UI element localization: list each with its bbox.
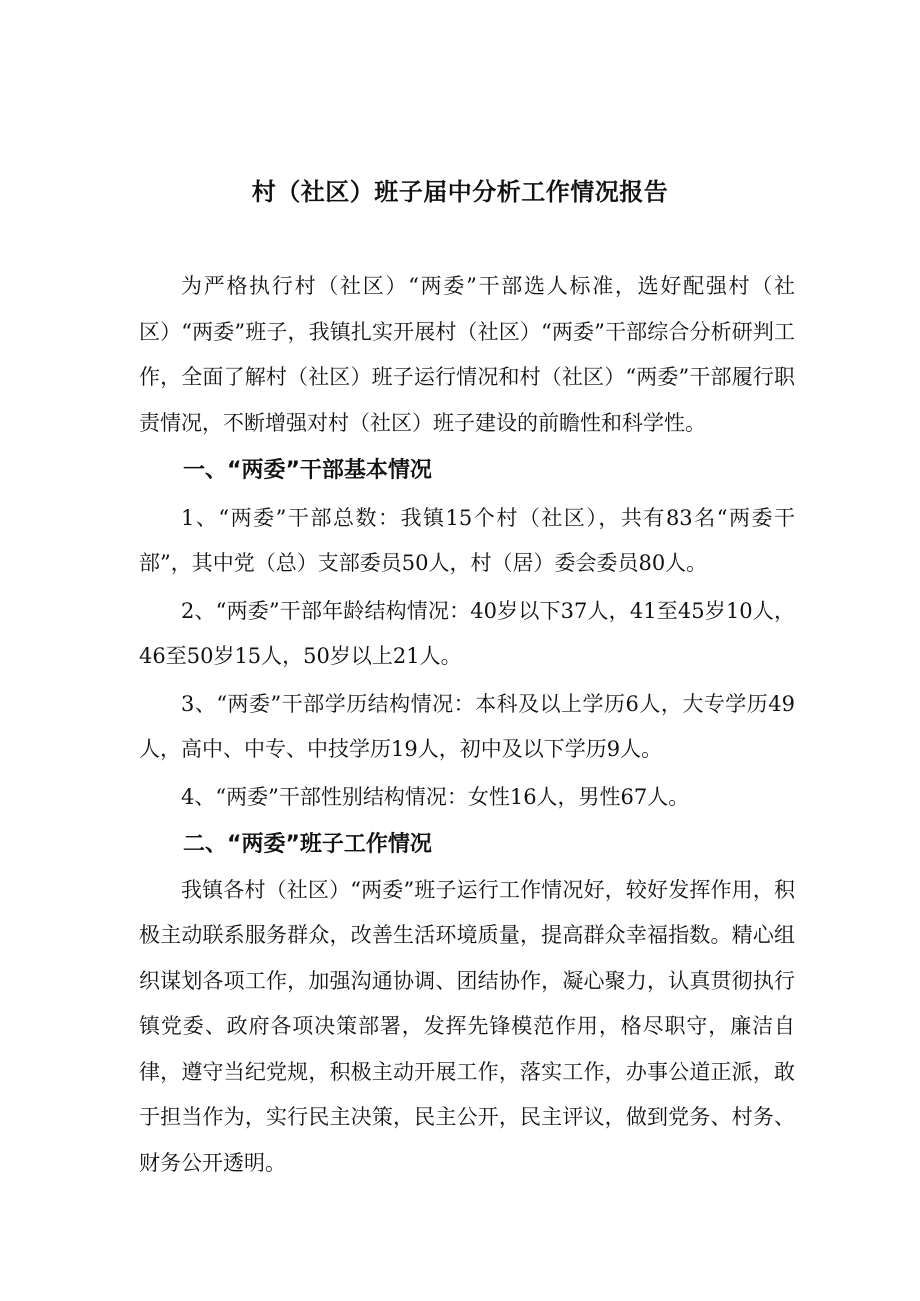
section-heading-2: 二、“两委”班子工作情况 <box>183 832 432 857</box>
list-item-age: 2、“两委”干部年龄结构情况：40岁以下37人，41至45岁10人，46至50岁15人，50岁以上21人。 <box>139 598 795 668</box>
intro-paragraph: 为严格执行村（社区）“两委”干部选人标准，选好配强村（社区）“两委”班子，我镇扎实开展村（社区）“两委”干部综合分析研判工作，全面了解村（社区）班子运行情况和村（社区）“两委”干部履行职责情况，不断增强对村（社区）班子建设的前瞻性和科学性。 <box>139 274 795 435</box>
section-2-paragraph: 我镇各村（社区）“两委”班子运行工作情况好，较好发挥作用，积极主动联系服务群众，改善生活环境质量，提高群众幸福指数。精心组织谋划各项工作，加强沟通协调、团结协作，凝心聚力，认真贯彻执行镇党委、政府各项决策部署，发挥先锋模范作用，格尽职守，廉洁自律，遵守当纪党规，积极主动开展工作，落实工作，办事公道正派，敢于担当作为，实行民主决策，民主公开，民主评议，做到党务、村务、财务公开透明。 <box>139 877 795 1175</box>
list-item-gender: 4、“两委”干部性别结构情况：女性16人，男性67人。 <box>181 784 690 809</box>
document-title: 村（社区）班子届中分析工作情况报告 <box>251 178 669 206</box>
list-item-total: 1、“两委”干部总数：我镇15个村（社区），共有83名“两委干部”，其中党（总）支部委员50人，村（居）委会委员80人。 <box>139 505 795 575</box>
document-body <box>139 264 795 1186</box>
list-item-education: 3、“两委”干部学历结构情况：本科及以上学历6人，大专学历49人，高中、中专、中技学历19人，初中及以下学历9人。 <box>139 691 795 761</box>
section-heading-1: 一、“两委”干部基本情况 <box>183 458 432 483</box>
